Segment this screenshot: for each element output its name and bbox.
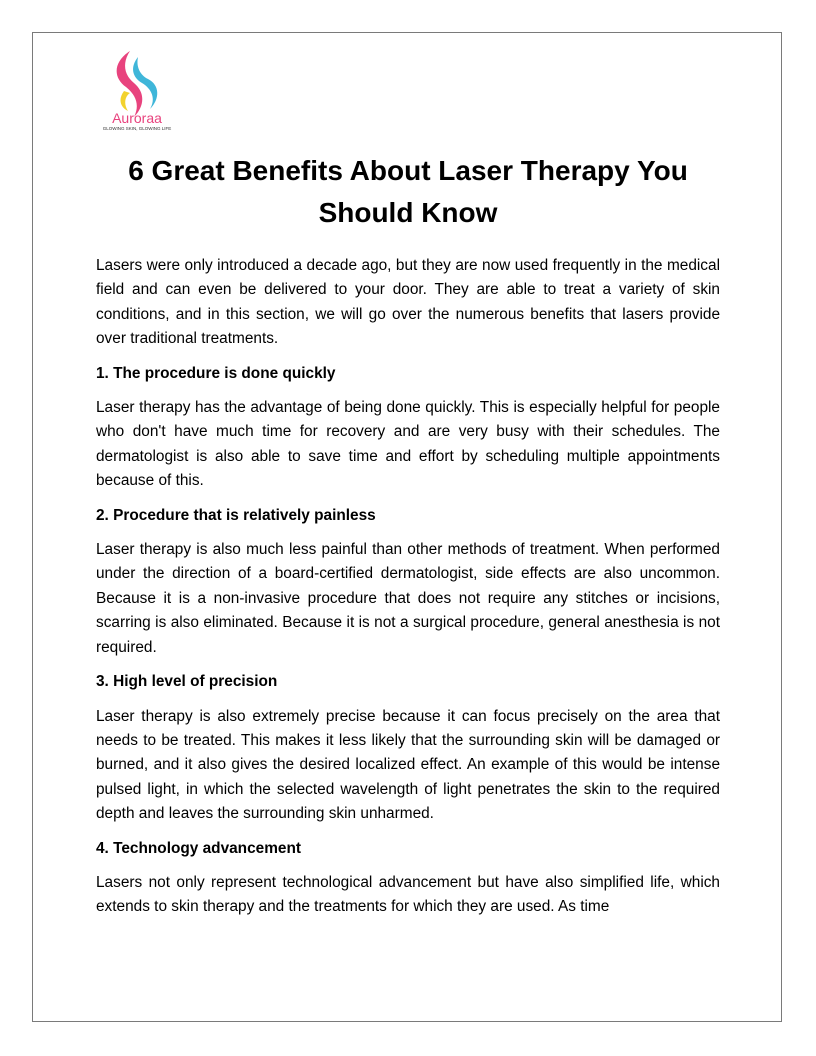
article	[96, 150, 720, 930]
section-heading: 1. The procedure is done quickly	[96, 364, 336, 382]
section-body: Laser therapy is also extremely precise because it can focus precisely on the area that needs to be treated. This makes it less likely that the surrounding skin will be damaged or burned, and it also gives the desired localized effect. An example of this would be intense pulsed light, in which the selected wavelength of light penetrates the skin to the required depth and leaves the surrounding skin unharmed.	[96, 707, 720, 823]
article-title: 6 Great Benefits About Laser Therapy You Should Know	[128, 155, 688, 228]
logo-brand-name: Auroraa	[112, 110, 162, 126]
intro-paragraph: Lasers were only introduced a decade ago, but they are now used frequently in the medical field and can even be delivered to your door. They are able to treat a variety of skin conditions, and in this section, we will go over the numerous benefits that lasers provide over traditional treatments.	[96, 257, 720, 348]
section-heading: 2. Procedure that is relatively painless	[96, 506, 376, 524]
logo-yellow-swirl	[121, 91, 130, 111]
auroraa-logo	[96, 47, 178, 133]
section-body: Lasers not only represent technological advancement but have also simplified life, which extends to skin therapy and the treatments for which they are used. As time	[96, 873, 720, 916]
section-heading: 4. Technology advancement	[96, 839, 301, 857]
section-body: Laser therapy has the advantage of being done quickly. This is especially helpful for people who don't have much time for recovery and are very busy with their schedules. The dermatologist is also able to save time and effort by scheduling multiple appointments because of this.	[96, 399, 720, 490]
section-body: Laser therapy is also much less painful than other methods of treatment. When performed under the direction of a board-certified dermatologist, side effects are also uncommon. Because it is a non-invasive procedure that does not require any stitches or incisions, scarring is also eliminated. Because it is not a surgical procedure, general anesthesia is not required.	[96, 541, 720, 656]
logo-pink-swirl	[117, 51, 143, 117]
section-heading: 3. High level of precision	[96, 673, 278, 691]
logo-tagline: GLOWING SKIN, GLOWING LIFE	[102, 126, 172, 131]
